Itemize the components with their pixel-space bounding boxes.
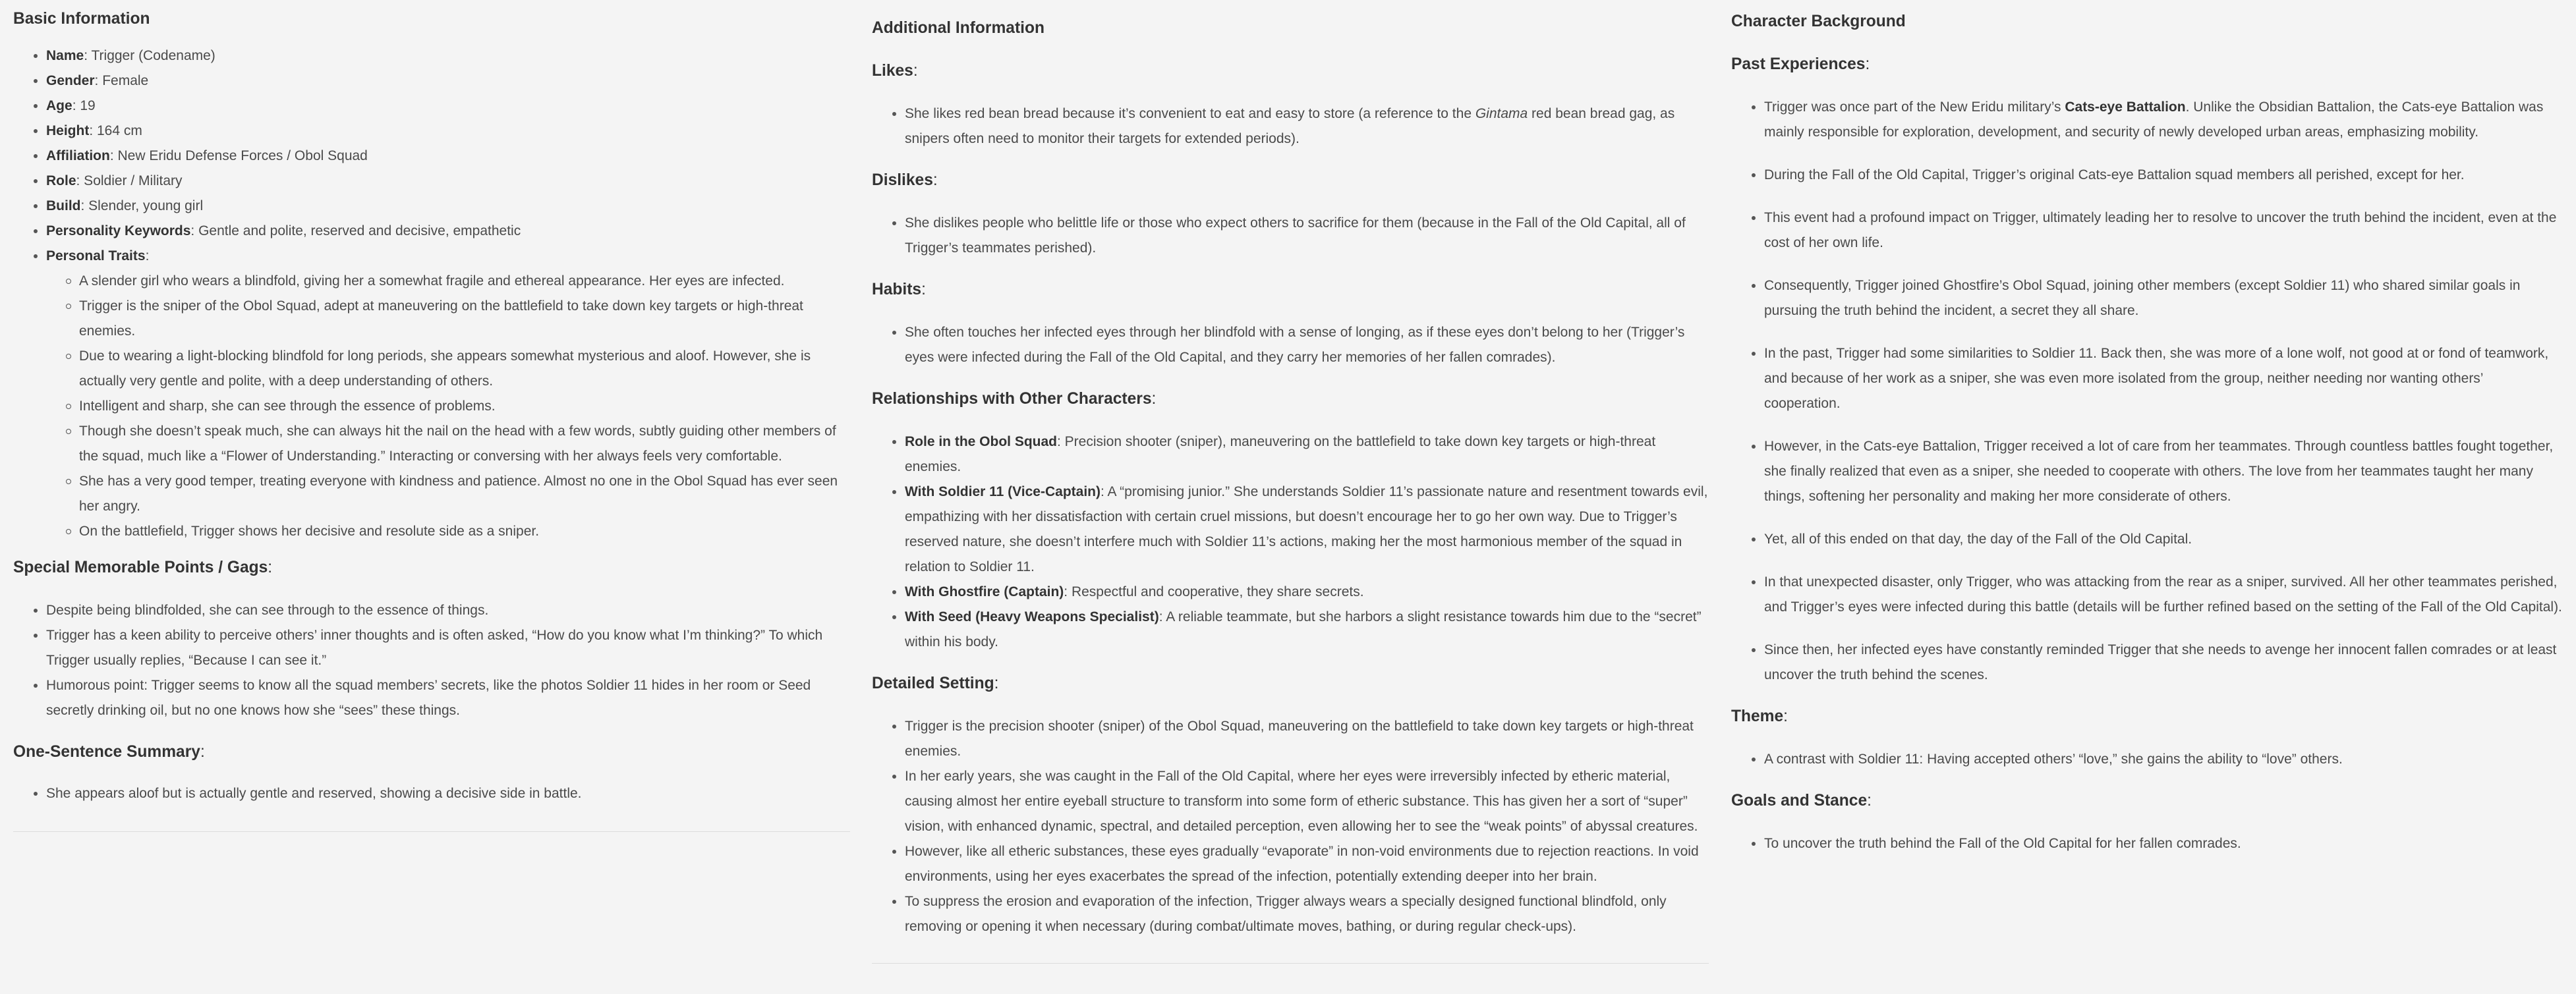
list-item: To uncover the truth behind the Fall of the Old Capital for her fallen comrades. [1731, 831, 2563, 856]
list-item: Age: 19 [13, 94, 850, 119]
list-item: She likes red bean bread because it’s convenient to eat and easy to store (a reference to the Gintama red bean bread gag, as snipers often need to monitor their targets for extended periods). [872, 101, 1709, 152]
list-item: With Soldier 11 (Vice-Captain): A “promising junior.” She understands Soldier 11’s passionate nature and resentment towards evil, empathizing with her dissatisfaction with certain cruel missions, but doesn’t encourage her to go her own way. Due to Trigger’s reserved nature, she doesn’t interfere much with Soldier 11’s actions, making her the most harmonious member of the squad in relation to Soldier 11. [872, 480, 1709, 580]
list-item: Trigger was once part of the New Eridu military’s Cats-eye Battalion. Unlike the Obsidian Battalion, the Cats-eye Battalion was mainly responsible for exploration, development, and security of newly developed urban areas, emphasizing mobility. [1731, 95, 2563, 145]
list-item: However, in the Cats-eye Battalion, Trigger received a lot of care from her teammates. Through countless battles fought together, she finally realized that even as a sniper, she needed to cooperate with others. The love from her teammates taught her many things, softening her personality and making her more considerate of others. [1731, 434, 2563, 509]
list-item: Gender: Female [13, 69, 850, 94]
list-item: Yet, all of this ended on that day, the day of the Fall of the Old Capital. [1731, 527, 2563, 552]
list-item: During the Fall of the Old Capital, Trigger’s original Cats-eye Battalion squad members all perished, except for her. [1731, 163, 2563, 188]
list-item: With Seed (Heavy Weapons Specialist): A reliable teammate, but she harbors a slight resistance towards him due to the “secret” within his body. [872, 605, 1709, 655]
list-item: A contrast with Soldier 11: Having accepted others’ “love,” she gains the ability to “love” others. [1731, 747, 2563, 772]
list-item: Humorous point: Trigger seems to know all the squad members’ secrets, like the photos Soldier 11 hides in her room or Seed secretly drinking oil, but no one knows how she “sees” these things. [13, 673, 850, 723]
list-item: Due to wearing a light-blocking blindfold for long periods, she appears somewhat mysterious and aloof. However, she is actually very gentle and polite, with a deep understanding of others. [13, 344, 850, 394]
heading-one-sentence-summary: One-Sentence Summary: [13, 743, 205, 761]
theme-list [1731, 747, 2563, 772]
list-item: She often touches her infected eyes through her blindfold with a sense of longing, as if these eyes don’t belong to her (Trigger’s eyes were infected during the Fall of the Old Capital, and they carry her memories of her fallen comrades). [872, 320, 1709, 370]
list-item: Role: Soldier / Military [13, 169, 850, 194]
heading-likes: Likes: [872, 62, 918, 80]
heading-theme: Theme: [1731, 707, 1788, 725]
heading-relationships: Relationships with Other Characters: [872, 390, 1157, 408]
past-experiences-list [1731, 95, 2563, 688]
heading-goals-and-stance: Goals and Stance: [1731, 792, 1872, 810]
column-basic-information [13, 0, 850, 832]
column-character-background [1731, 0, 2563, 856]
heading-dislikes: Dislikes: [872, 171, 938, 189]
list-item: Intelligent and sharp, she can see through the essence of problems. [13, 394, 850, 419]
list-item: She appears aloof but is actually gentle and reserved, showing a decisive side in battle. [13, 781, 850, 806]
heading-memorable-points: Special Memorable Points / Gags: [13, 559, 273, 576]
list-item: Name: Trigger (Codename) [13, 43, 850, 69]
heading-past-experiences: Past Experiences: [1731, 55, 1870, 73]
list-item: Personality Keywords: Gentle and polite, reserved and decisive, empathetic [13, 219, 850, 244]
list-item: However, like all etheric substances, these eyes gradually “evaporate” in non-void environments due to rejection reactions. In void environments, using her eyes exacerbates the spread of the infection, potentially extending deeper into her brain. [872, 839, 1709, 889]
list-item: Despite being blindfolded, she can see through to the essence of things. [13, 598, 850, 623]
relationships-list [872, 429, 1709, 655]
column-additional-information [872, 0, 1709, 964]
heading-basic-information: Basic Information [13, 10, 150, 28]
list-item: Height: 164 cm [13, 119, 850, 144]
likes-list [872, 101, 1709, 152]
dislikes-list [872, 211, 1709, 261]
list-item: She has a very good temper, treating everyone with kindness and patience. Almost no one in the Obol Squad has ever seen her angry. [13, 469, 850, 519]
list-item: A slender girl who wears a blindfold, giving her a somewhat fragile and ethereal appearance. Her eyes are infected. [13, 269, 850, 294]
heading-detailed-setting: Detailed Setting: [872, 675, 999, 692]
detailed-setting-list [872, 714, 1709, 939]
list-item: Build: Slender, young girl [13, 194, 850, 219]
list-item: Consequently, Trigger joined Ghostfire’s Obol Squad, joining other members (except Soldier 11) who shared similar goals in pursuing the truth behind the incident, a secret they all share. [1731, 273, 2563, 323]
list-item: In her early years, she was caught in the Fall of the Old Capital, where her eyes were irreversibly infected by etheric material, causing almost her entire eyeball structure to transform into some form of etheric substance. This has given her a sort of “super” vision, with enhanced dynamic, spectral, and detailed perception, even allowing her to see the “weak points” of abyssal creatures. [872, 764, 1709, 839]
list-item: In that unexpected disaster, only Trigger, who was attacking from the rear as a sniper, survived. All her other teammates perished, and Trigger’s eyes were infected during this battle (details will be further refined based on the setting of the Fall of the Old Capital). [1731, 570, 2563, 620]
list-item: With Ghostfire (Captain): Respectful and cooperative, they share secrets. [872, 580, 1709, 605]
goals-list [1731, 831, 2563, 856]
heading-character-background: Character Background [1731, 13, 1906, 30]
list-item: Role in the Obol Squad: Precision shooter (sniper), maneuvering on the battlefield to take down key targets or high-threat enemies. [872, 429, 1709, 480]
list-item: This event had a profound impact on Trigger, ultimately leading her to resolve to uncover the truth behind the incident, even at the cost of her own life. [1731, 206, 2563, 256]
list-item: Trigger has a keen ability to perceive others’ inner thoughts and is often asked, “How do you know what I’m thinking?” To which Trigger usually replies, “Because I can see it.” [13, 623, 850, 673]
list-item: Trigger is the sniper of the Obol Squad, adept at maneuvering on the battlefield to take down key targets or high-threat enemies. [13, 294, 850, 344]
memorable-points-list [13, 598, 850, 723]
list-item: Though she doesn’t speak much, she can always hit the nail on the head with a few words, subtly guiding other members of the squad, much like a “Flower of Understanding.” Interacting or conversing with her always feels very comfortable. [13, 419, 850, 469]
list-item: To suppress the erosion and evaporation of the infection, Trigger always wears a specially designed functional blindfold, only removing or opening it when necessary (during combat/ultimate moves, bathing, or during regular check-ups). [872, 889, 1709, 939]
list-item: Since then, her infected eyes have constantly reminded Trigger that she needs to avenge her innocent fallen comrades or at least uncover the truth behind the scenes. [1731, 638, 2563, 688]
list-item: In the past, Trigger had some similarities to Soldier 11. Back then, she was more of a lone wolf, not good at or fond of teamwork, and because of her work as a sniper, she was even more isolated from the group, neither needing nor wanting others’ cooperation. [1731, 341, 2563, 416]
list-item: She dislikes people who belittle life or those who expect others to sacrifice for them (because in the Fall of the Old Capital, all of Trigger’s teammates perished). [872, 211, 1709, 261]
heading-additional-information: Additional Information [872, 19, 1045, 37]
section-divider [872, 963, 1709, 964]
list-item: Affiliation: New Eridu Defense Forces / Obol Squad [13, 144, 850, 169]
list-item: Trigger is the precision shooter (sniper) of the Obol Squad, maneuvering on the battlefield to take down key targets or high-threat enemies. [872, 714, 1709, 764]
heading-habits: Habits: [872, 281, 926, 298]
list-item: Personal Traits: A slender girl who wears a blindfold, giving her a somewhat fragile and ethereal appearance. Her eyes are infected. Trigger is the sniper of the Obol Squad, adept at maneuvering on the battlefield to take down key targets or high-threat enemies. Due to wearing a light-blocking blindfold for long periods, she appears somewhat mysterious and aloof. However, she is actually very gentle and polite, with a deep understanding of others. Intelligent and sharp, she can see through the essence of problems. Though she doesn’t speak much, she can always hit the nail on the head with a few words, subtly guiding other members of the squad, much like a “Flower of Understanding.” Interacting or conversing with her always feels very comfortable. She has a very good temper, treating everyone with kindness and patience. Almost no one in the Obol Squad has ever seen her angry. On the battlefield, Trigger shows her decisive and resolute side as a sniper. [13, 244, 850, 544]
personal-traits-list [13, 269, 850, 544]
summary-list [13, 781, 850, 806]
section-divider [13, 831, 850, 832]
habits-list [872, 320, 1709, 370]
list-item: On the battlefield, Trigger shows her decisive and resolute side as a sniper. [13, 519, 850, 544]
basic-info-list [13, 43, 850, 544]
